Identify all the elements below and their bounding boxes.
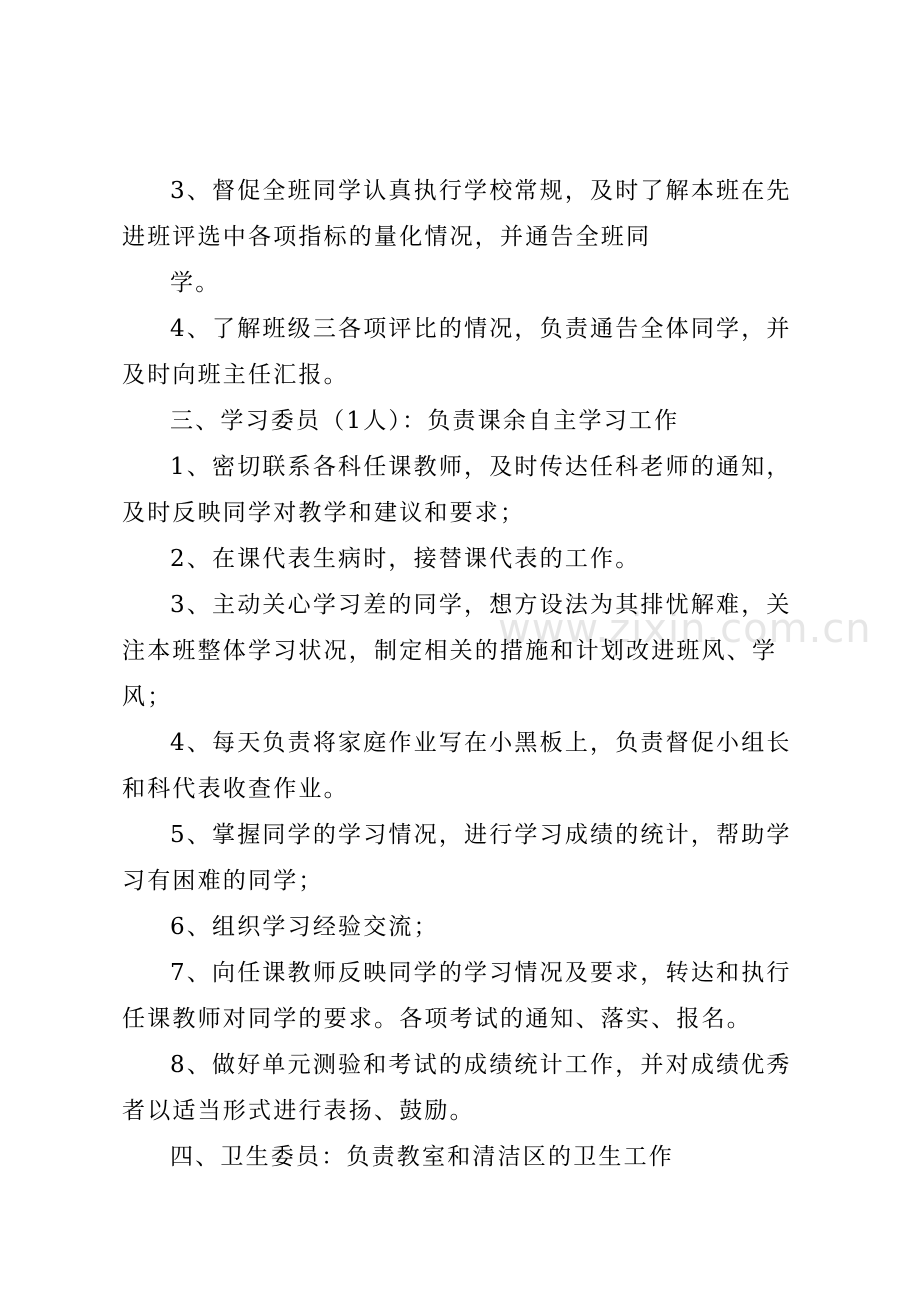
paragraph: 5、掌握同学的学习情况，进行学习成绩的统计，帮助学习有困难的同学；: [122, 822, 792, 894]
paragraph: 4、每天负责将家庭作业写在小黑板上，负责督促小组长和科代表收查作业。: [122, 730, 792, 802]
paragraph: 7、向任课教师反映同学的学习情况及要求，转达和执行任课教师对同学的要求。各项考试的通知、落实、报名。: [122, 960, 792, 1032]
watermark: www.zixin.com.cn: [498, 606, 872, 652]
section-heading: 四、卫生委员：负责教室和清洁区的卫生工作: [170, 1144, 674, 1170]
paragraph: 4、了解班级三各项评比的情况，负责通告全体同学，并及时向班主任汇报。: [122, 316, 792, 388]
document-body: [122, 168, 812, 1180]
paragraph: 2、在课代表生病时，接替课代表的工作。: [170, 546, 641, 572]
paragraph: 3、主动关心学习差的同学，想方设法为其排忧解难，关注本班整体学习状况，制定相关的措施和计划改进班风、学风；: [122, 592, 792, 710]
section-heading: 三、学习委员（1人）：负责课余自主学习工作: [170, 408, 680, 434]
paragraph: 6、组织学习经验交流；: [170, 914, 439, 940]
paragraph: 8、做好单元测验和考试的成绩统计工作，并对成绩优秀者以适当形式进行表扬、鼓励。: [122, 1052, 792, 1124]
paragraph: 1、密切联系各科任课教师，及时传达任科老师的通知，及时反映同学对教学和建议和要求；: [122, 454, 792, 526]
paragraph: 3、督促全班同学认真执行学校常规，及时了解本班在先进班评选中各项指标的量化情况，并通告全班同: [122, 178, 792, 250]
paragraph: 学。: [170, 270, 221, 296]
